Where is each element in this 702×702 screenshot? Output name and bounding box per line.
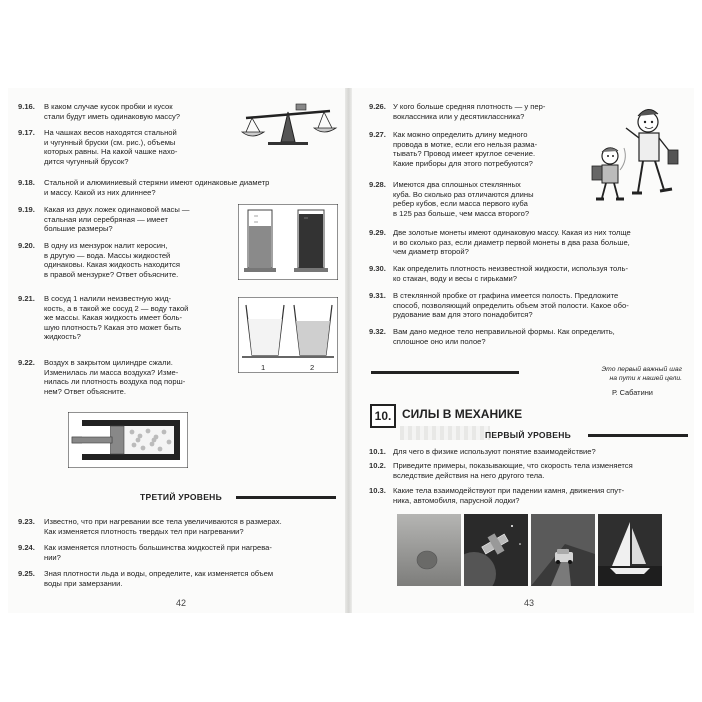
epigraph-author: Р. Сабатини bbox=[612, 388, 653, 397]
heading-rule-right bbox=[588, 434, 688, 437]
heading-rule bbox=[236, 496, 336, 499]
chapter-title: СИЛЫ В МЕХАНИКЕ bbox=[402, 407, 523, 421]
car-photo bbox=[531, 514, 595, 586]
falling-stone-photo bbox=[397, 514, 461, 586]
balance-scale-figure bbox=[238, 102, 338, 152]
page-number-left: 42 bbox=[176, 598, 187, 608]
page-number-right: 43 bbox=[524, 598, 535, 608]
two-vessels-figure bbox=[238, 297, 338, 373]
chapter-divider-rule bbox=[371, 371, 519, 374]
cartoon-students-figure bbox=[588, 100, 686, 204]
epigraph-quote: Это первый важный шаг на пути к нашей цели. bbox=[601, 366, 682, 382]
vessel-label-2: 2 bbox=[310, 363, 315, 372]
chapter-number-box: 10. bbox=[370, 404, 396, 428]
measuring-cylinders-figure bbox=[238, 204, 338, 280]
level-heading-first: ПЕРВЫЙ УРОВЕНЬ bbox=[485, 430, 572, 440]
satellite-photo bbox=[464, 514, 528, 586]
sailboat-photo bbox=[598, 514, 662, 586]
vessel-label-1: 1 bbox=[261, 363, 266, 372]
level-heading-third: ТРЕТИЙ УРОВЕНЬ bbox=[140, 492, 223, 502]
book-gutter bbox=[345, 88, 352, 613]
piston-cylinder-figure bbox=[68, 412, 188, 468]
chapter-title-decoration bbox=[400, 426, 490, 440]
